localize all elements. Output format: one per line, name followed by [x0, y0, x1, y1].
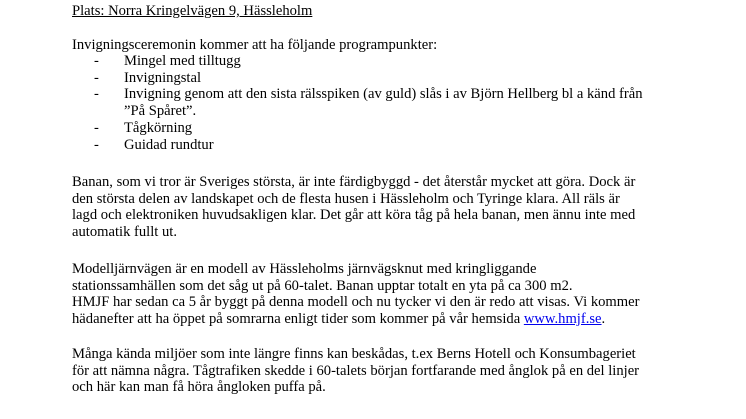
- location-heading: Plats: Norra Kringelvägen 9, Hässleholm: [72, 3, 313, 19]
- program-item: [72, 70, 643, 87]
- program-item-text: Invigning genom att den sista rälsspiken (av guld) slås i av Björn Hellberg bl a känd från: [124, 86, 643, 103]
- paragraph-line: lagd och elektroniken huvudsakligen klar. Det går att köra tåg på hela banan, men ännu inte med: [72, 207, 636, 224]
- paragraph-line-prefix: hädanefter att ha öppet på somrarna enligt tider som kommer på vår hemsida: [72, 311, 524, 328]
- program-item-text: Invigningstal: [124, 69, 202, 86]
- paragraph-line-suffix: .: [601, 311, 606, 328]
- list-dash: -: [94, 53, 99, 69]
- program-item-text: Tågkörning: [124, 119, 193, 136]
- list-dash: -: [94, 119, 99, 136]
- list-dash: -: [94, 86, 99, 103]
- paragraph-line-with-link: [72, 311, 639, 328]
- program-item: [72, 53, 643, 70]
- paragraph-line: Modelljärnvägen är en modell av Hässleholms järnvägsknut med kringliggande: [72, 261, 537, 277]
- paragraph-line: för att nämna några. Tågtrafiken skedde i 60-talets början fortfarande med ånglok på en del linjer: [72, 362, 640, 379]
- program-item: [72, 137, 643, 154]
- paragraph-line: och här kan man få höra ångloken puffa på.: [72, 379, 326, 396]
- program-intro: Invigningsceremonin kommer att ha följande programpunkter:: [72, 37, 438, 53]
- list-dash: -: [94, 136, 99, 153]
- list-dash: -: [94, 69, 99, 86]
- program-item-text-continued: ”På Spåret”.: [124, 103, 197, 120]
- paragraph-environments: [72, 346, 639, 396]
- program-list: [72, 53, 643, 153]
- website-link[interactable]: www.hmjf.se: [523, 311, 602, 328]
- paragraph-line: stationssamhällen som det såg ut på 60-talet. Banan upptar totalt en yta på ca 300 m2.: [72, 277, 573, 294]
- program-item-text: Guidad rundtur: [124, 136, 214, 153]
- paragraph-line: Många kända miljöer som inte längre finns kan beskådas, t.ex Berns Hotell och Konsumbageriet: [72, 346, 636, 362]
- program-item: [72, 86, 643, 119]
- program-item-text: Mingel med tilltugg: [124, 53, 241, 69]
- paragraph-model-description: [72, 261, 639, 328]
- program-item: [72, 120, 643, 137]
- paragraph-line: automatik fullt ut.: [72, 224, 177, 241]
- paragraph-line: den största delen av landskapet och de flesta husen i Hässleholm och Tyringe klara. All räls är: [72, 190, 620, 207]
- paragraph-track-status: [72, 174, 635, 241]
- paragraph-line: HMJF har sedan ca 5 år byggt på denna modell och nu tycker vi den är redo att visas. Vi kommer: [72, 294, 640, 311]
- paragraph-line: Banan, som vi tror är Sveriges största, är inte färdigbyggd - det återstår mycket att göra. Dock är: [72, 174, 636, 190]
